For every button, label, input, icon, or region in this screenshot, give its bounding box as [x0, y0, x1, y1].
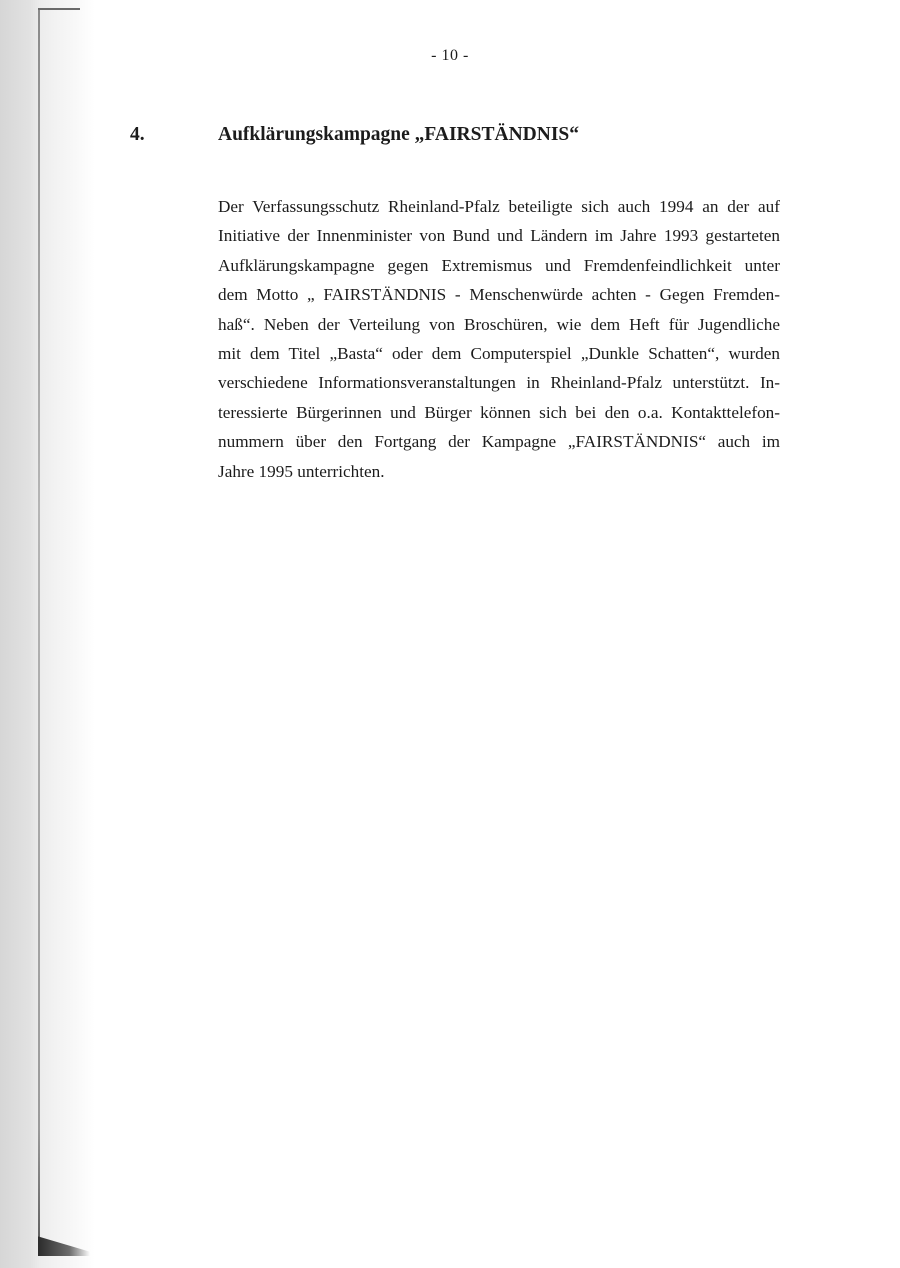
paragraph-line: dem Motto „ FAIRSTÄNDNIS - Menschenwürde achten - Gegen Fremden- — [218, 285, 780, 305]
paragraph-line: Initiative der Innenminister von Bund und Ländern im Jahre 1993 gestarteten — [218, 226, 780, 246]
paragraph-line: verschiedene Informationsveranstaltungen in Rheinland-Pfalz unterstützt. In- — [218, 373, 780, 393]
paragraph-line: teressierte Bürgerinnen und Bürger können sich bei den o.a. Kontakttelefon- — [218, 402, 780, 422]
scan-corner-mark — [38, 8, 80, 10]
section-heading — [130, 124, 579, 146]
paragraph-line: mit dem Titel „Basta“ oder dem Computerspiel „Dunkle Schatten“, wurden — [218, 344, 780, 364]
scan-binding-shadow — [0, 0, 95, 1268]
scan-page-edge — [38, 8, 40, 1253]
paragraph-line: Jahre 1995 unterrichten. — [218, 461, 385, 481]
body-paragraph — [218, 192, 780, 486]
page-number: - 10 - — [431, 47, 469, 64]
paragraph-line: Der Verfassungsschutz Rheinland-Pfalz beteiligte sich auch 1994 an der auf — [218, 197, 780, 216]
paragraph-line: haß“. Neben der Verteilung von Broschüren, wie dem Heft für Jugendliche — [218, 314, 780, 334]
paragraph-line: nummern über den Fortgang der Kampagne „FAIRSTÄNDNIS“ auch im — [218, 432, 780, 452]
paragraph-line: Aufklärungskampagne gegen Extremismus und Fremdenfeindlichkeit unter — [218, 255, 780, 275]
section-title: Aufklärungskampagne „FAIRSTÄNDNIS“ — [218, 124, 580, 145]
section-number: 4. — [130, 124, 145, 145]
